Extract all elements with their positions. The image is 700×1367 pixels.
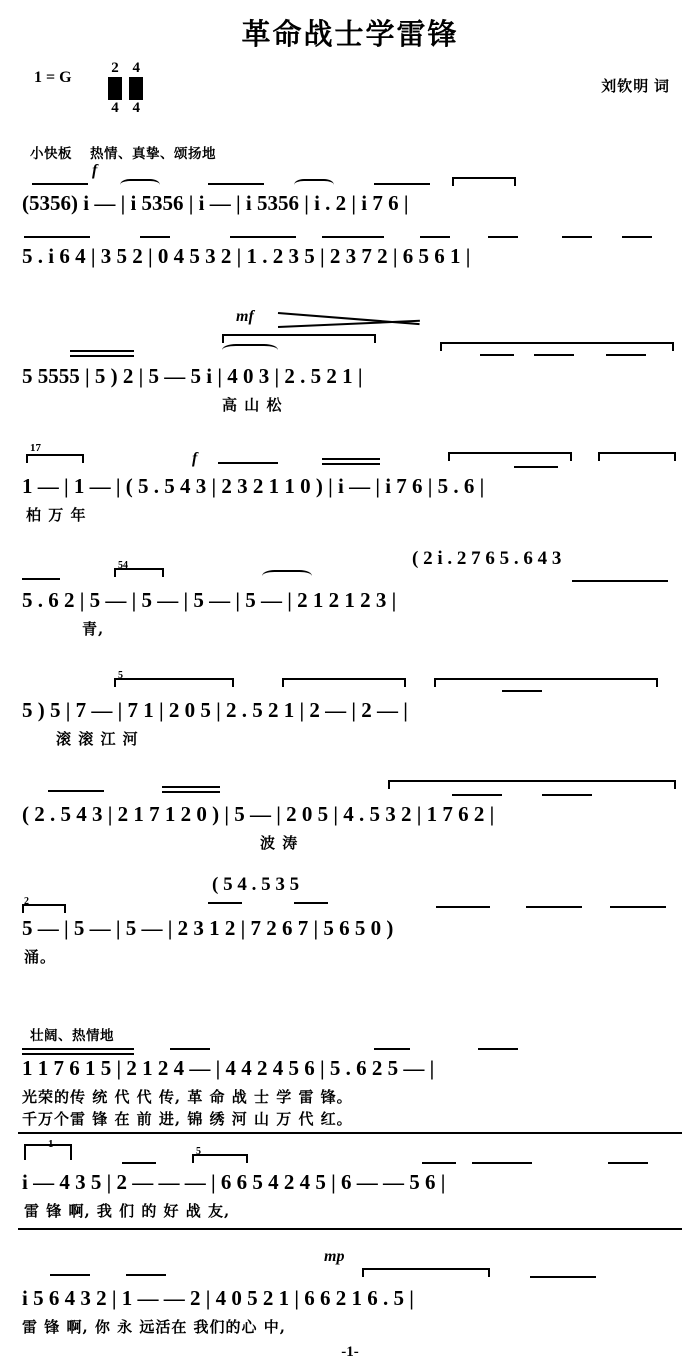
page-number: -1- (341, 1344, 359, 1360)
lyricist-credit: 刘钦明 词 (601, 79, 670, 95)
staff-row-9 (22, 1042, 682, 1138)
dynamic-f-2: f (192, 450, 198, 467)
lyrics-line-7: 波 涛 (260, 834, 299, 852)
staff-row-4 (22, 444, 682, 522)
lyrics-line-4: 柏 万 年 (26, 506, 87, 524)
section-divider-1 (18, 1132, 682, 1134)
notes-line-2: 5 . i 6 4 | 3 5 2 | 0 4 5 3 2 | 1 . 2 3 5 | 2 3 7 2 | 6 5 6 1 | (22, 244, 471, 268)
staff-row-7 (22, 772, 682, 850)
notes-line-7: ( 2 . 5 4 3 | 2 1 7 1 2 0 ) | 5 — | 2 0 5 | 4 . 5 3 2 | 1 7 6 2 | (22, 802, 495, 826)
notes-line-3: 5 5555 | 5 ) 2 | 5 — 5 i | 4 0 3 | 2 . 5 2 1 | (22, 364, 363, 388)
staff-row-5 (22, 548, 682, 638)
page-title: 革命战士学雷锋 (241, 17, 459, 51)
ossia-line-8: ( 5 4 . 5 3 5 (212, 874, 300, 895)
staff-row-11 (22, 1264, 682, 1344)
segno-label-54: 54 (118, 560, 128, 571)
staff-row-10 (22, 1140, 682, 1220)
lyrics-line-3: 高 山 松 (222, 396, 283, 414)
key-signature: 1 = G (34, 69, 72, 86)
lyrics-line-6: 滚 滚 江 河 (56, 730, 139, 748)
notes-line-10: i — 4 3 5 | 2 — — — | 6 6 5 4 2 4 5 | 6 — — 5 6 | (22, 1170, 446, 1194)
notes-line-4: 1 — | 1 — | ( 5 . 5 4 3 | 2 3 2 1 1 0 ) | i — | i 7 6 | 5 . 6 | (22, 474, 485, 498)
staff-row-1 (22, 177, 682, 223)
staff-row-2 (22, 230, 682, 276)
notes-line-1: (5356) i — | i 5356 | i — | i 5356 | i . 2 | i 7 6 | (22, 191, 409, 215)
section-divider-2 (18, 1228, 682, 1230)
notes-line-5: 5 . 6 2 | 5 — | 5 — | 5 — | 5 — | 2 1 2 1 2 3 | (22, 588, 397, 612)
meter-2: 4 4 (129, 61, 143, 116)
dynamic-mp: mp (324, 1248, 345, 1265)
segno-label-2: 2 (24, 896, 29, 907)
dynamic-f-1: f (92, 162, 98, 179)
meter-signature (108, 61, 147, 116)
lyrics-line-10: 雷 锋 啊, 我 们 的 好 战 友, (24, 1202, 231, 1220)
lyrics-line-8: 涌。 (24, 948, 57, 966)
crescendo-hairpin (278, 312, 418, 330)
staff-row-8 (22, 874, 682, 966)
meter-1: 2 4 (108, 61, 122, 116)
sheet-music-page (0, 12, 700, 1367)
repeat-bracket-label-1: 1 (48, 1138, 54, 1150)
notes-line-6: 5 ) 5 | 7 — | 7 1 | 2 0 5 | 2 . 5 2 1 | 2 — | 2 — | (22, 698, 408, 722)
notes-line-11: i 5 6 4 3 2 | 1 — — 2 | 4 0 5 2 1 | 6 6 2 1 6 . 5 | (22, 1286, 414, 1310)
lyrics-line-5: 青, (82, 620, 105, 638)
segno-label-17: 17 (30, 442, 41, 454)
dynamic-mf: mf (236, 308, 254, 325)
segno-label-5b: 5 (196, 1146, 201, 1157)
expression-mark-2: 壮阔、热情地 (30, 1028, 114, 1043)
lyrics-line-11: 雷 锋 啊, 你 永 远活在 我们的心 中, (22, 1318, 287, 1336)
tempo-mark-1: 小快板 热情、真挚、颂扬地 (30, 146, 216, 161)
staff-row-3 (22, 342, 682, 416)
lyrics-line-9-verse-2: 千万个雷 锋 在 前 进, 锦 绣 河 山 万 代 红。 (22, 1110, 353, 1128)
staff-row-6 (22, 664, 682, 748)
segno-label-5: 5 (118, 670, 123, 681)
header-info (0, 60, 700, 116)
ossia-line-5: ( 2 i . 2 7 6 5 . 6 4 3 (412, 548, 562, 569)
expression-mark-1: 热情、真挚、颂扬地 (90, 146, 216, 161)
notes-line-8: 5 — | 5 — | 5 — | 2 3 1 2 | 7 2 6 7 | 5 6 5 0 ) (22, 916, 394, 940)
lyrics-line-9-verse-1: 光荣的传 统 代 代 传, 革 命 战 士 学 雷 锋。 (22, 1088, 353, 1106)
notes-line-9: 1 1 7 6 1 5 | 2 1 2 4 — | 4 4 2 4 5 6 | 5 . 6 2 5 — | (22, 1056, 435, 1080)
